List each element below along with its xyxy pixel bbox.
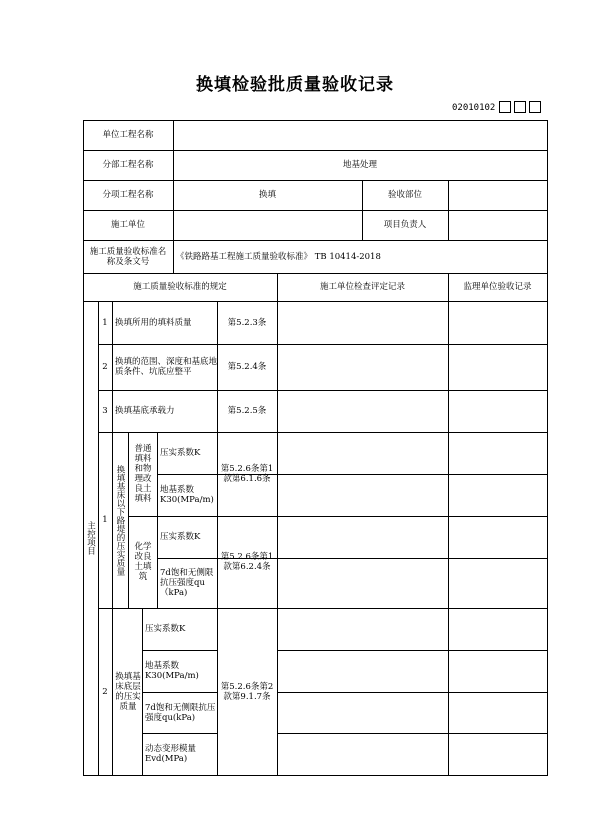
form-code: 02010102 xyxy=(452,103,496,113)
construction-record-cell[interactable] xyxy=(278,651,448,692)
group-1b-clause: 第5.2.6条第1款第6.2.4条 xyxy=(220,552,274,572)
group-2-number: 2 xyxy=(102,686,108,697)
item-3-clause: 第5.2.5条 xyxy=(227,406,267,416)
accept-part-label: 验收部位 xyxy=(387,190,422,200)
item-2-text: 换填的范围、深度和基底地质条件、坑底应整平 xyxy=(115,357,218,377)
construction-record-cell[interactable] xyxy=(278,345,448,390)
group-2-title: 换填基床底层的压实质量 xyxy=(115,671,141,712)
project-manager-label: 项目负责人 xyxy=(383,220,427,230)
supervision-record-cell[interactable] xyxy=(449,693,547,733)
subitem-project-label: 分项工程名称 xyxy=(102,190,154,200)
group-1-number: 1 xyxy=(102,515,108,525)
item-3-number: 3 xyxy=(102,406,108,416)
project-manager-value[interactable] xyxy=(448,210,547,240)
group-2-clause: 第5.2.6条第2款第9.1.7条 xyxy=(220,681,274,702)
main-control-label: 主控项目 xyxy=(85,521,96,555)
construction-record-cell[interactable] xyxy=(278,475,448,516)
construction-record-cell[interactable] xyxy=(278,609,448,650)
item-2-clause: 第5.2.4条 xyxy=(227,362,267,372)
code-box-3[interactable] xyxy=(529,101,541,113)
group-1b-row-2: 7d饱和无侧限抗压强度qu（kPa) xyxy=(160,568,214,598)
construction-unit-value[interactable] xyxy=(173,210,362,240)
group-1a-title: 普通填料和物理改良土填料 xyxy=(134,444,152,504)
item-1-number: 1 xyxy=(102,317,108,328)
accept-part-value[interactable] xyxy=(448,180,547,210)
page-title: 换填检验批质量验收记录 xyxy=(196,75,394,95)
supervision-record-cell[interactable] xyxy=(449,302,547,344)
col-supervision-header: 监理单位验收记录 xyxy=(463,282,532,292)
group-2-row-4: 动态变形模量Evd(MPa) xyxy=(145,744,197,764)
construction-record-cell[interactable] xyxy=(278,559,448,608)
supervision-record-cell[interactable] xyxy=(449,609,547,650)
col-construction-header: 施工单位检查评定记录 xyxy=(319,282,405,292)
construction-record-cell[interactable] xyxy=(278,391,448,432)
group-2-row-2: 地基系数K30(MPa/m) xyxy=(145,661,199,681)
supervision-record-cell[interactable] xyxy=(449,559,547,608)
construction-record-cell[interactable] xyxy=(278,734,448,775)
supervision-record-cell[interactable] xyxy=(449,651,547,692)
division-project-label: 分部工程名称 xyxy=(102,160,154,170)
group-1b-title: 化学改良土填筑 xyxy=(134,542,152,582)
supervision-record-cell[interactable] xyxy=(449,517,547,558)
item-1-clause: 第5.2.3条 xyxy=(227,317,267,328)
division-project-value: 地基处理 xyxy=(342,160,377,170)
col-standard-header: 施工质量验收标准的规定 xyxy=(133,282,227,292)
construction-record-cell[interactable] xyxy=(278,302,448,344)
grid-line xyxy=(83,775,548,776)
supervision-record-cell[interactable] xyxy=(449,391,547,432)
standard-value: 《铁路路基工程施工质量验收标准》 TB 10414-2018 xyxy=(176,251,381,262)
supervision-record-cell[interactable] xyxy=(449,734,547,775)
code-box-1[interactable] xyxy=(499,101,511,113)
group-1a-row-1: 压实系数K xyxy=(160,448,201,458)
group-1-title: 换填基床以下路堤的压实质量 xyxy=(115,464,125,576)
standard-label: 施工质量验收标准名称及条文号 xyxy=(89,247,167,267)
construction-record-cell[interactable] xyxy=(278,517,448,558)
item-1-text: 换填所用的填料质量 xyxy=(115,317,192,328)
group-2-row-1: 压实系数K xyxy=(145,624,186,634)
supervision-record-cell[interactable] xyxy=(449,345,547,390)
subitem-project-value: 换填 xyxy=(258,190,276,200)
group-2-row-3: 7d饱和无侧限抗压强度qu(kPa) xyxy=(145,702,216,723)
supervision-record-cell[interactable] xyxy=(449,433,547,474)
unit-project-label: 单位工程名称 xyxy=(102,130,154,140)
code-box-2[interactable] xyxy=(514,101,526,113)
grid-line xyxy=(547,120,548,776)
construction-unit-label: 施工单位 xyxy=(110,220,145,230)
supervision-record-cell[interactable] xyxy=(449,475,547,516)
unit-project-value[interactable] xyxy=(173,120,547,150)
item-3-text: 换填基底承载力 xyxy=(115,406,175,416)
group-1a-row-2: 地基系数K30(MPa/m) xyxy=(160,485,214,505)
construction-record-cell[interactable] xyxy=(278,693,448,733)
group-1b-row-1: 压实系数K xyxy=(160,532,201,542)
group-1a-clause: 第5.2.6条第1款第6.1.6条 xyxy=(220,464,274,484)
item-2-number: 2 xyxy=(102,362,108,372)
construction-record-cell[interactable] xyxy=(278,433,448,474)
